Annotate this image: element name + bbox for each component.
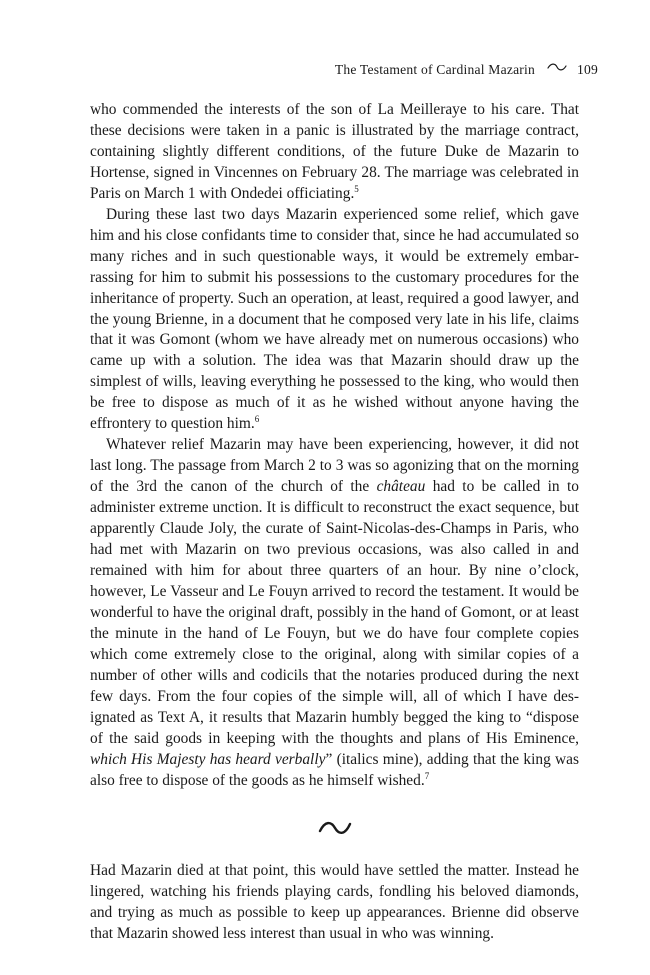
paragraph-text: ” (italics mine), adding that the king was also free to dispose of the goods as he himself wished. [90,750,579,789]
paragraph-text: During these last two days Mazarin experienced some relief, which gave him and his close confidants time to consider that, since he had accumulated so many riches and in such questionable ways, it would be extremely embarrassing for him to submit his possessions to the customary procedures for the inheritance of property. Such an operation, at least, required a good lawyer, and the young Brienne, in a document that he composed very late in his life, claims that it was Gomont (whom we have already met on numerous occasions) who came up with a solution. The idea was that Mazarin should draw up the simplest of wills, leaving everything he possessed to the king, who would then be free to dispose as much of it as he wished without anyone having the effrontery to question him. [90,205,579,433]
paragraph [90,861,579,945]
running-head [335,62,598,79]
footnote-marker: 6 [254,414,260,425]
italic-text: château [376,478,426,496]
italic-text: which His Majesty has heard verbally [90,750,326,768]
body-text [90,100,579,945]
paragraph [90,100,579,205]
paragraph [90,205,579,435]
section-break-ornament-icon [90,803,579,853]
paragraph [90,435,579,791]
paragraph-text: Whatever relief Mazarin may have been experiencing, however, it did not last long. The passage from March 2 to 3 was so agonizing that on the morning of the 3rd the canon of the church of the [90,436,579,496]
paragraph-text: had to be called in to administer extreme unction. It is difficult to reconstruct the exact sequence, but apparently Claude Joly, the curate of Saint-Nicolas-des-Champs in Paris, who had met with Mazarin on two previous occasions, was also called in and remained with him for about three quarters of an hour. By nine o’clock, however, Le Vasseur and Le Fouyn arrived to record the testament. It would be wonderful to have the original draft, possibly in the hand of Gomont, or at least the minute in the hand of Le Fouyn, but we do have four complete copies which come extremely close to the original, along with similar copies of a number of other wills and codicils that the notaries produced during the next few days. From the four copies of the simple will, all of which I have designated as Text A, it results that Mazarin humbly begged the king to “dispose of the said goods in keeping with the thoughts and plans of His Eminence, [90,478,579,747]
page-number: 109 [577,62,598,77]
footnote-marker: 5 [354,183,359,194]
swash-ornament-icon [547,59,567,76]
running-title: The Testament of Cardinal Mazarin [334,62,535,77]
paragraph-text: who commended the interests of the son of La Meilleraye to his care. That these decisions were taken in a panic is illustrated by the marriage contract, containing slightly different conditions, of the future Duke de Mazarin to Hortense, signed in Vincennes on February 28. The marriage was celebrated in Paris on March 1 with Ondedei officiating. [90,101,579,202]
footnote-marker: 7 [424,770,430,781]
paragraph-text: Had Mazarin died at that point, this would have settled the matter. Instead he lingered, watching his friends playing cards, fondling his beloved diamonds, and trying as much as possible to keep up appearances. Brienne did observe that Mazarin showed less interest than usual in who was winning. [90,862,579,943]
